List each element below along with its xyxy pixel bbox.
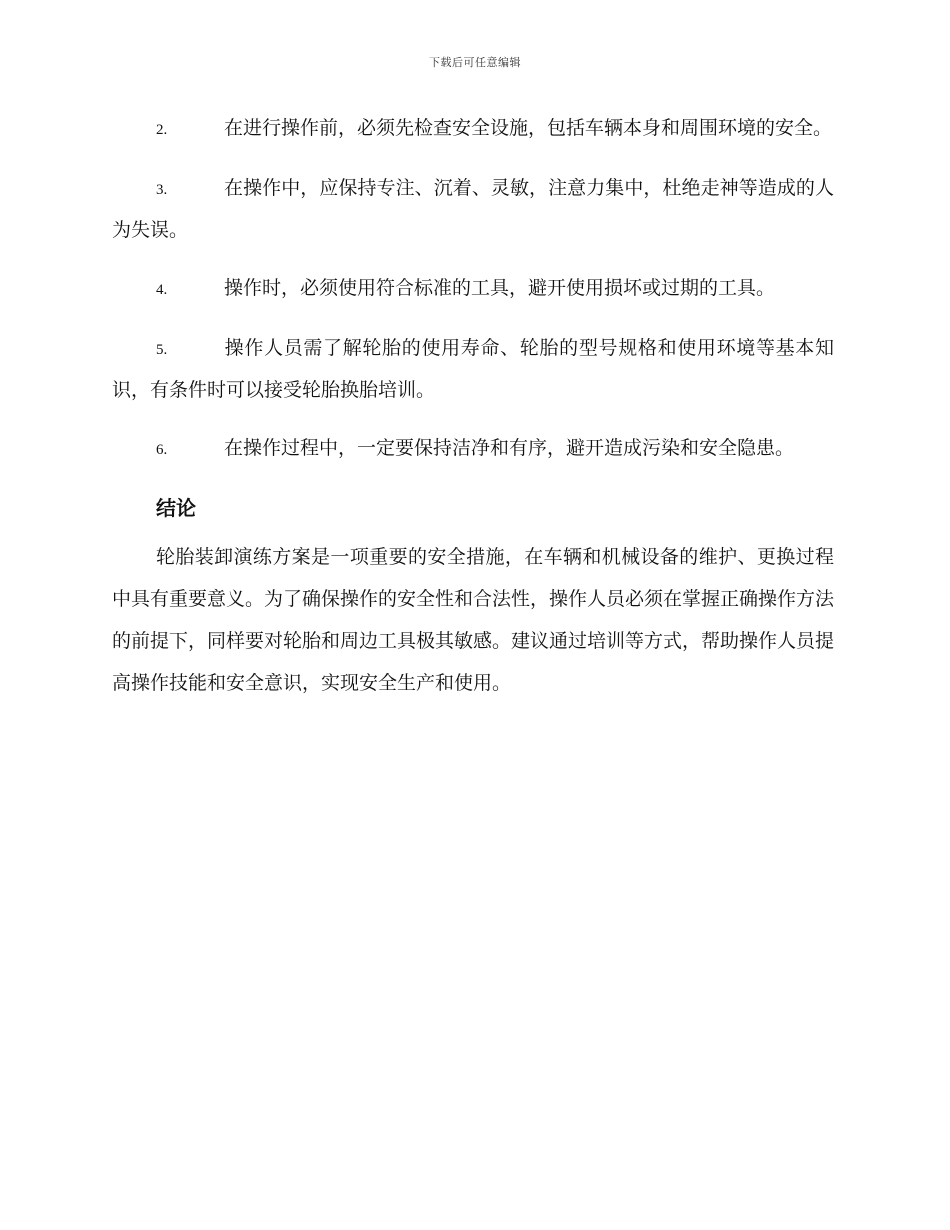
page-header: 下载后可任意编辑 bbox=[429, 56, 521, 69]
list-item-number: 4. bbox=[156, 282, 168, 298]
conclusion-paragraph: 轮胎装卸演练方案是一项重要的安全措施，在车辆和机械设备的维护、更换过程中具有重要意义。为了确保操作的安全性和合法性，操作人员必须在掌握正确操作方法的前提下，同样要对轮胎和周边工具极其敏感。建议通过培训等方式，帮助操作人员提高操作技能和安全意识，实现安全生产和使用。 bbox=[112, 546, 835, 694]
list-item bbox=[112, 168, 834, 250]
list-item bbox=[112, 328, 834, 410]
list-item-text: 操作人员需了解轮胎的使用寿命、轮胎的型号规格和使用环境等基本知识，有条件时可以接受轮胎换胎培训。 bbox=[112, 337, 834, 401]
list-item bbox=[112, 268, 834, 310]
list-item-text: 在进行操作前，必须先检查安全设施，包括车辆本身和周围环境的安全。 bbox=[224, 117, 833, 139]
list-item-text: 在操作中，应保持专注、沉着、灵敏，注意力集中，杜绝走神等造成的人为失误。 bbox=[112, 177, 834, 241]
list-item-number: 3. bbox=[156, 182, 168, 198]
list-item-number: 2. bbox=[156, 122, 168, 138]
list-item-number: 6. bbox=[156, 442, 168, 458]
list-item-text: 操作时，必须使用符合标准的工具，避开使用损坏或过期的工具。 bbox=[224, 277, 776, 299]
document-body bbox=[112, 108, 834, 704]
conclusion-heading: 结论 bbox=[156, 496, 196, 520]
list-item-number: 5. bbox=[156, 342, 168, 358]
list-item bbox=[112, 428, 834, 470]
list-item-text: 在操作过程中，一定要保持洁净和有序，避开造成污染和安全隐患。 bbox=[224, 437, 795, 459]
list-item bbox=[112, 108, 834, 150]
